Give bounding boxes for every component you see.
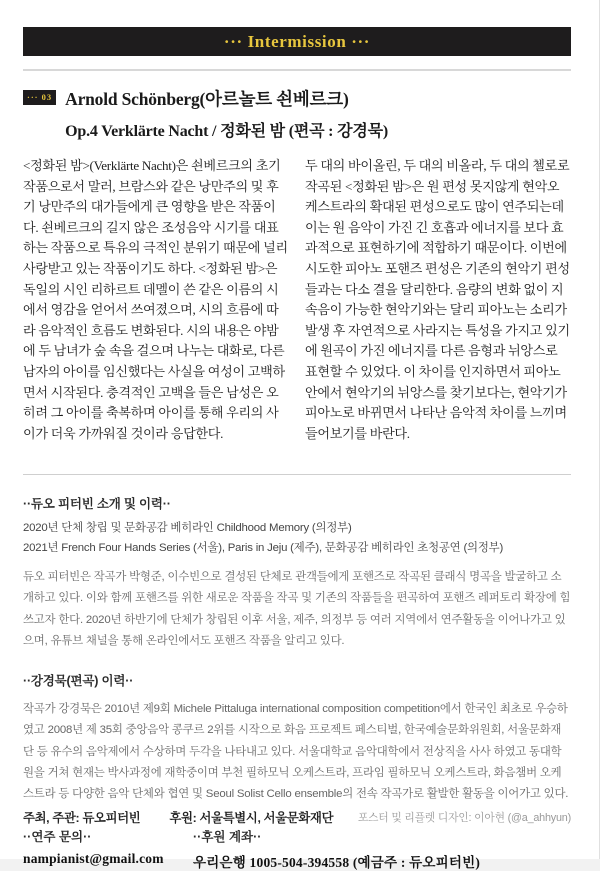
account-block <box>193 827 480 871</box>
intermission-banner <box>23 27 571 56</box>
inquiry-email: nampianist@gmail.com <box>23 850 164 866</box>
composer-title: Arnold Schönberg(아르놀트 쇤베르크) <box>65 89 349 109</box>
program-header <box>23 86 571 141</box>
duo-history-item-2020: 2020년 단체 창립 및 문화공감 베히라인 Childhood Memory (의정부) <box>23 522 352 534</box>
account-heading: ··후원 계좌·· <box>193 829 262 844</box>
contact-section <box>23 827 571 871</box>
account-number: 우리은행 1005-504-394558 (예금주 : 듀오피터빈) <box>193 854 481 870</box>
bio-sections <box>23 494 571 806</box>
duo-bio-paragraph: 듀오 피터빈은 작곡가 박형준, 이수빈으로 결성된 단체로 관객들에게 포핸즈로 작곡된 클래식 명곡을 발굴하고 소개하고 있다. 이와 함께 포핸즈를 위한 새로운 작품을 작곡 및 기존의 작품들을 편곡하여 포핸즈 레퍼토리 확장에 힘쓰고자 한다. 2020년 하반기에 단체가 창립된 이후 서울, 제주, 의정부 등 여러 지역에서 연주활동을 이어나가고 있으며, 유튜브 채널을 통해 온라인에서도 포핸즈 작품을 알리고 있다. <box>23 571 571 647</box>
page-footer <box>23 808 571 826</box>
program-titles <box>65 86 388 141</box>
duo-history-item-2021: 2021년 French Four Hands Series (서울), Paris in Jeju (제주), 문화공감 베히라인 초청공연 (의정부) <box>23 541 504 554</box>
middle-divider <box>23 474 571 475</box>
inquiry-block <box>23 827 193 871</box>
arranger-section-heading: ··강경묵(편곡) 이력·· <box>23 674 134 689</box>
arranger-bio-paragraph: 작곡가 강경묵은 2010년 제9회 Michele Pittaluga international composition competition에서 한국인 최초로 우승하였고 2008년 제 35회 중앙음악 콩쿠르 2위를 시작으로 화음 프로젝트 페스티벌, 한국예술문화위원회, 서울문화재단 등 유수의 음악제에서 수상하며 두각을 나타내고 있다. 서울대학교 음악대학에서 전상직을 사사 하였고 동대학원을 거쳐 현재는 박사과정에 재학중이며 부천 필하모닉 오케스트라, 프라임 필하모닉 오케스트라, 화음챔버 오케스트라 등 다양한 음악 단체와 협연 및 Seoul Solist Cello ensemble의 전속 작곡가로 활발한 활동을 이어가고 있다. <box>23 703 569 801</box>
footer-sponsor: 후원: 서울특별시, 서울문화재단 <box>169 811 334 825</box>
footer-design-credit: 포스터 및 리플렛 디자인: 이아현 (@a_ahhyun) <box>357 812 571 824</box>
footer-hosts: 주최, 주관: 듀오피터빈 <box>23 811 141 825</box>
top-divider <box>23 69 571 71</box>
footer-credits <box>23 808 333 826</box>
program-notes-left-column: <정화된 밤>(Verklärte Nacht)은 쇤베르크의 초기 작품으로서 말러, 브람스와 같은 낭만주의 및 후기 낭만주의 대가들에게 큰 영향을 받은 작품이다. 쇤베르크의 길지 않은 조성음악 시기를 대표하는 작품으로 특유의 극적인 분위기 때문에 널리 사랑받고 있는 작품이기도 하다. <정화된 밤>은 독일의 시인 리하르트 데멜이 쓴 같은 이름의 시에서 영감을 얻어서 쓰여졌으며, 시의 흐름에 따라 음악적인 흐름도 변화된다. 시의 내용은 야밤에 두 남녀가 숲 속을 걸으며 나누는 대화로, 다른 남자의 아이를 임신했다는 사실을 여성이 고백하면서 시작된다. 충격적인 고백을 들은 남성은 오히려 그 아이를 축복하며 아이를 통해 우리의 사이가 더욱 가까워질 것이라 응답한다. <box>23 158 288 441</box>
inquiry-heading: ··연주 문의·· <box>23 829 92 844</box>
program-notes-right-column: 두 대의 바이올린, 두 대의 비올라, 두 대의 첼로로 작곡된 <정화된 밤>은 원 편성 못지않게 현악오케스트라의 확대된 편성으로도 많이 연주되는데 이는 원 음악이 가진 긴 호흡과 에너지를 보다 효과적으로 표현하기에 적합하기 때문이다. 이번에 시도한 피아노 포핸즈 편성은 기존의 현악기 편성들과는 다소 결을 달리한다. 음량의 변화 없이 지속음이 가능한 현악기와는 달리 피아노는 소리가 발생 후 자연적으로 사라지는 특성을 가지고 있기에 원곡이 가진 에너지를 다른 음형과 뉘앙스로 표현할 수 있었다. 이 차이를 인지하면서 피아노안에서 현악기의 뉘앙스를 찾기보다는, 현악기가 피아노로 바뀌면서 나타난 음악적 차이를 느끼며 들어보기를 바란다. <box>305 158 570 441</box>
intermission-label: ··· Intermission ··· <box>223 32 371 51</box>
program-number-badge: ··· 03 <box>23 90 56 105</box>
program-notes <box>23 156 571 474</box>
duo-section-heading: ··듀오 피터빈 소개 및 이력·· <box>23 497 171 511</box>
piece-title: Op.4 Verklärte Nacht / 정화된 밤 (편곡 : 강경묵) <box>65 123 388 140</box>
